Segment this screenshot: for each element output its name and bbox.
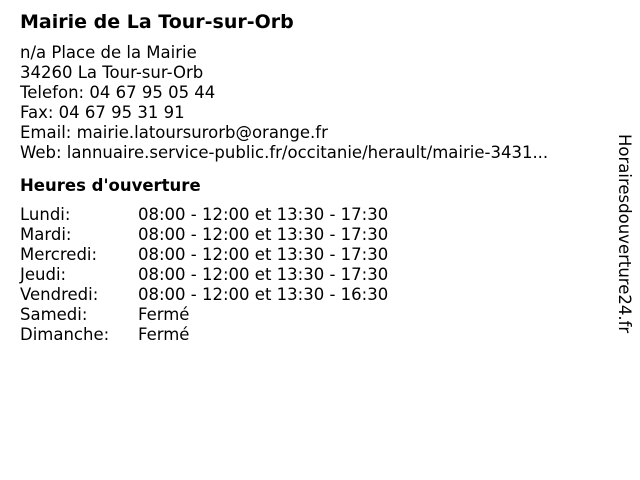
contact-block [20, 43, 600, 163]
hours-row-saturday [20, 305, 600, 325]
email-link[interactable]: mairie.latoursurorb@orange.fr [76, 123, 328, 142]
hours-title: Heures d'ouverture [20, 176, 201, 195]
watermark-text: Horairesdouverture24.fr [615, 134, 634, 334]
hours-row-sunday [20, 325, 600, 345]
email-line [20, 123, 600, 143]
day-label: Dimanche: [20, 325, 110, 344]
hours-row-wednesday [20, 245, 600, 265]
day-label: Vendredi: [20, 285, 99, 304]
address-line-2: 34260 La Tour-sur-Orb [20, 63, 204, 82]
day-label: Jeudi: [20, 265, 67, 284]
email-label: Email: [20, 123, 72, 142]
phone-label: Telefon: [20, 83, 85, 102]
web-line [20, 143, 600, 163]
web-label: Web: [20, 143, 62, 162]
address-line-1: n/a Place de la Mairie [20, 43, 197, 62]
day-hours: 08:00 - 12:00 et 13:30 - 17:30 [138, 225, 389, 244]
phone-link[interactable]: 04 67 95 05 44 [89, 83, 216, 102]
day-hours: Fermé [138, 305, 190, 324]
day-label: Lundi: [20, 205, 71, 224]
hours-table [20, 205, 600, 345]
day-hours: 08:00 - 12:00 et 13:30 - 17:30 [138, 205, 389, 224]
hours-row-tuesday [20, 225, 600, 245]
day-label: Samedi: [20, 305, 88, 324]
hours-row-thursday [20, 265, 600, 285]
hours-row-friday [20, 285, 600, 305]
hours-row-monday [20, 205, 600, 225]
fax-value: 04 67 95 31 91 [58, 103, 185, 122]
fax-label: Fax: [20, 103, 54, 122]
fax-line [20, 103, 600, 123]
day-hours: Fermé [138, 325, 190, 344]
day-hours: 08:00 - 12:00 et 13:30 - 16:30 [138, 285, 389, 304]
business-card [20, 10, 600, 345]
day-label: Mercredi: [20, 245, 98, 264]
day-hours: 08:00 - 12:00 et 13:30 - 17:30 [138, 245, 389, 264]
business-name: Mairie de La Tour-sur-Orb [20, 11, 294, 33]
web-link[interactable]: lannuaire.service-public.fr/occitanie/herault/mairie-3431... [66, 143, 549, 162]
day-label: Mardi: [20, 225, 72, 244]
day-hours: 08:00 - 12:00 et 13:30 - 17:30 [138, 265, 389, 284]
phone-line [20, 83, 600, 103]
